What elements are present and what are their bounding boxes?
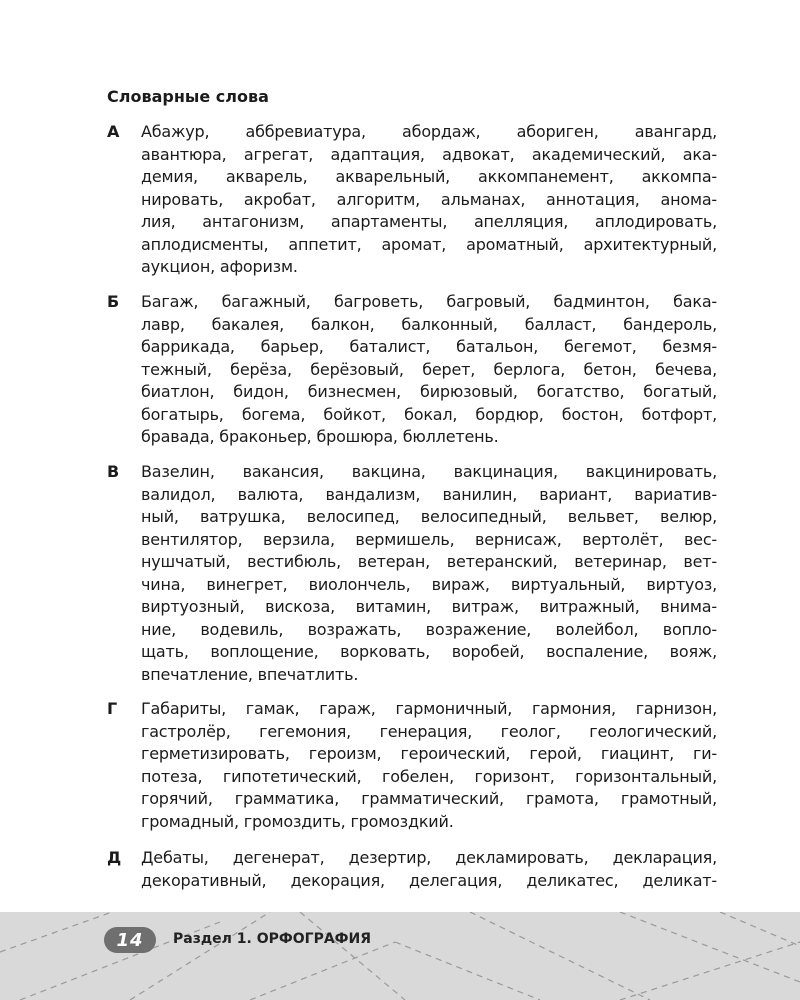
- entry-line: Вазелин, вакансия, вакцина, вакцинация, вакцинировать,: [141, 462, 717, 481]
- entry-line: ный, ватрушка, велосипед, велосипедный, вельвет, велюр,: [141, 507, 717, 526]
- entry-line: Габариты, гамак, гараж, гармоничный, гармония, гарнизон,: [141, 699, 717, 718]
- entry-line: щать, воплощение, ворковать, воробей, воспаление, вояж,: [141, 642, 717, 661]
- entry-line: впечатление, впечатлить.: [141, 664, 359, 684]
- footer-pattern: [0, 912, 800, 1000]
- entry-line: Багаж, багажный, багроветь, багровый, бадминтон, бака-: [141, 292, 717, 311]
- entry-text: [141, 461, 717, 686]
- entry-line: лавр, бакалея, балкон, балконный, балласт, бандероль,: [141, 314, 717, 334]
- entry-line: тежный, берёза, берёзовый, берет, берлога, бетон, бечева,: [141, 359, 717, 379]
- entry-line: герметизировать, героизм, героический, герой, гиацинт, ги-: [141, 744, 717, 763]
- entry-line: демия, акварель, акварельный, аккомпанемент, аккомпа-: [141, 167, 717, 186]
- dictionary-entry-d: [107, 847, 717, 892]
- entry-letter: А: [107, 122, 120, 141]
- entry-text: [141, 847, 717, 892]
- entry-line: потеза, гипотетический, гобелен, горизонт, горизонтальный,: [141, 766, 717, 786]
- page-number: 14: [116, 929, 144, 951]
- entry-text: [141, 698, 717, 833]
- entry-line: Дебаты, дегенерат, дезертир, декламировать, декларация,: [141, 848, 717, 867]
- entry-line: гастролёр, гегемония, генерация, геолог, геологический,: [141, 721, 717, 741]
- entry-line: декоративный, декорация, делегация, деликатес, деликат-: [141, 870, 717, 890]
- entry-letter: В: [107, 462, 120, 481]
- entry-line: ние, водевиль, возражать, возражение, волейбол, вопло-: [141, 619, 717, 639]
- footer-section-label: Раздел 1. ОРФОГРАФИЯ: [173, 931, 372, 947]
- entry-line: горячий, грамматика, грамматический, грамота, грамотный,: [141, 789, 717, 808]
- entry-line: бравада, браконьер, брошюра, бюллетень.: [141, 427, 499, 446]
- entry-line: биатлон, бидон, бизнесмен, бирюзовый, богатство, богатый,: [141, 382, 717, 401]
- dictionary-entry-v: [107, 461, 717, 686]
- entry-text: [141, 291, 717, 449]
- dictionary-entry-b: [107, 291, 717, 449]
- entry-line: чина, винегрет, виолончель, вираж, виртуальный, виртуоз,: [141, 574, 717, 594]
- section-title: Словарные слова: [107, 87, 269, 106]
- entry-line: валидол, валюта, вандализм, ванилин, вариант, вариатив-: [141, 484, 717, 504]
- dictionary-entry-a: [107, 121, 717, 279]
- page-footer: [0, 912, 800, 1000]
- entry-line: громадный, громоздить, громоздкий.: [141, 811, 454, 831]
- entry-line: нушчатый, вестибюль, ветеран, ветеранский, ветеринар, вет-: [141, 552, 717, 571]
- entry-line: авантюра, агрегат, адаптация, адвокат, академический, ака-: [141, 144, 717, 164]
- page-number-badge: [104, 927, 156, 953]
- entry-letter: Г: [107, 699, 118, 718]
- entry-line: вентилятор, верзила, вермишель, вернисаж, вертолёт, вес-: [141, 529, 717, 549]
- dictionary-entry-g: [107, 698, 717, 833]
- entry-line: богатырь, богема, бойкот, бокал, бордюр, бостон, ботфорт,: [141, 404, 717, 424]
- entry-line: нировать, акробат, алгоритм, альманах, аннотация, анома-: [141, 189, 717, 209]
- entry-letter: Б: [107, 292, 120, 311]
- entry-line: аплодисменты, аппетит, аромат, ароматный, архитектурный,: [141, 234, 717, 254]
- entry-letter: Д: [107, 848, 122, 867]
- entry-line: виртуозный, вискоза, витамин, витраж, витражный, внима-: [141, 597, 717, 616]
- entry-line: баррикада, барьер, баталист, батальон, бегемот, безмя-: [141, 337, 717, 356]
- entry-line: лия, антагонизм, апартаменты, апелляция, аплодировать,: [141, 212, 717, 231]
- entry-text: [141, 121, 717, 279]
- entry-line: аукцион, афоризм.: [141, 257, 298, 276]
- entry-line: Абажур, аббревиатура, абордаж, абориген, авангард,: [141, 122, 717, 141]
